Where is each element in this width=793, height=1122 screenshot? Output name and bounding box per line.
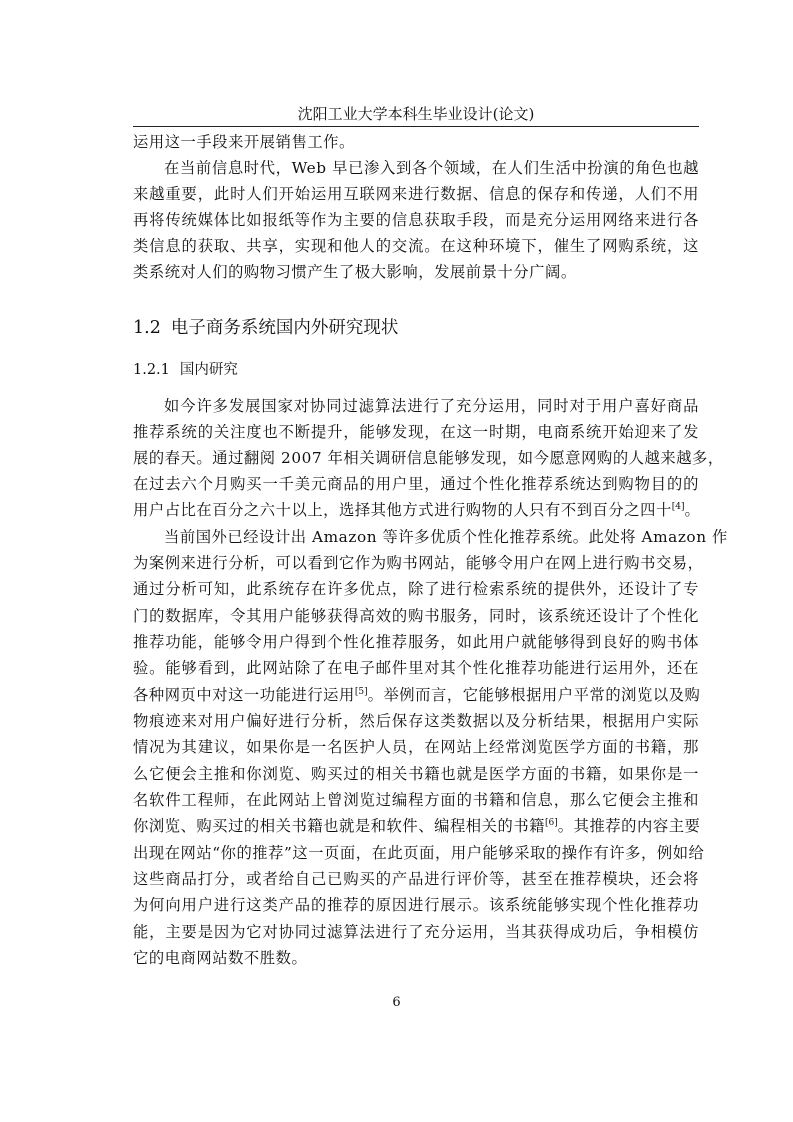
body-line: 类系统对人们的购物习惯产生了极大影响，发展前景十分广阔。 [133,263,577,281]
body-text: 。其推荐的内容主要 [557,817,701,835]
body-text: 你浏览、购买过的相关书籍也就是和软件、编程相关的书籍 [133,817,546,835]
header-divider [133,126,699,127]
body-line: 类信息的获取、共享，实现和他人的交流。在这种环境下，催生了网购系统，这 [133,237,699,255]
body-line [133,816,699,836]
body-line: 在过去六个月购买一千美元商品的用户里，通过个性化推荐系统达到购物目的的 [133,475,699,493]
subsection-title: 国内研究 [179,362,238,378]
body-line: 为何向用户进行这类产品的推荐的原因进行展示。该系统能够实现个性化推荐功 [133,896,699,914]
body-line: 推荐功能，能够令用户得到个性化推荐服务，如此用户就能够得到良好的购书体 [133,633,699,651]
section-heading [133,316,398,340]
body-line: 如今许多发展国家对协同过滤算法进行了充分运用，同时对于用户喜好商品 [164,397,699,415]
body-line: 物痕迹来对用户偏好进行分析，然后保存这类数据以及分析结果，根据用户实际 [133,712,699,730]
body-text: 。举例而言，它能够根据用户平常的浏览以及购 [367,686,701,704]
subsection-number: 1.2.1 [133,362,170,378]
body-line: 为案例来进行分析，可以看到它作为购书网站，能够令用户在网上进行购书交易， [133,554,704,572]
body-line [133,685,699,705]
body-line: 情况为其建议，如果你是一名医护人员，在网站上经常浏览医学方面的书籍，那 [133,738,699,756]
body-line: 推荐系统的关注度也不断提升，能够发现，在这一时期，电商系统开始迎来了发 [133,423,699,441]
citation-ref: [5] [354,687,368,697]
page-number: 6 [392,995,401,1010]
body-text: 用户占比在百分之六十以上，选择其他方式进行购物的人只有不到百分之四十 [133,501,672,519]
body-line: 门的数据库，令其用户能够获得高效的购书服务，同时，该系统还设计了个性化 [133,607,699,625]
body-line: 名软件工程师，在此网站上曾浏览过编程方面的书籍和信息，那么它便会主推和 [133,791,699,809]
page-header: 沈阳工业大学本科生毕业设计(论文) [297,105,535,123]
body-line: 它的电商网站数不胜数。 [133,949,308,967]
body-line: 验。能够看到，此网站除了在电子邮件里对其个性化推荐功能进行运用外，还在 [133,659,699,677]
body-text: 。 [684,501,701,519]
body-line: 当前国外已经设计出 Amazon 等许多优质个性化推荐系统。此处将 Amazon 作 [164,528,728,546]
body-line: 出现在网站“你的推荐”这一页面，在此页面，用户能够采取的操作有许多，例如给 [133,844,705,862]
citation-ref: [4] [671,502,685,512]
body-text: 各种网页中对这一功能进行运用 [133,686,355,704]
body-line: 在当前信息时代，Web 早已渗入到各个领域，在人们生活中扮演的角色也越 [164,159,699,177]
citation-ref: [6] [545,818,558,828]
body-line: 展的春天。通过翻阅 2007 年相关调研信息能够发现，如今愿意网购的人越来越多， [133,449,724,467]
body-line: 来越重要，此时人们开始运用互联网来进行数据、信息的保存和传递，人们不用 [133,185,699,203]
body-line: 能，主要是因为它对协同过滤算法进行了充分运用，当其获得成功后，争相模仿 [133,923,699,941]
subsection-heading [133,360,238,380]
body-line [133,500,699,520]
body-line: 运用这一手段来开展销售工作。 [133,133,355,151]
body-line: 通过分析可知，此系统存在许多优点，除了进行检索系统的提供外，还设计了专 [133,580,699,598]
section-title: 电子商务系统国内外研究现状 [170,318,399,338]
section-number: 1.2 [133,318,161,338]
body-line: 这些商品打分，或者给自己已购买的产品进行评价等，甚至在推荐模块，还会将 [133,870,699,888]
body-line: 再将传统媒体比如报纸等作为主要的信息获取手段，而是充分运用网络来进行各 [133,211,699,229]
body-line: 么它便会主推和你浏览、购买过的相关书籍也就是医学方面的书籍，如果你是一 [133,765,699,783]
